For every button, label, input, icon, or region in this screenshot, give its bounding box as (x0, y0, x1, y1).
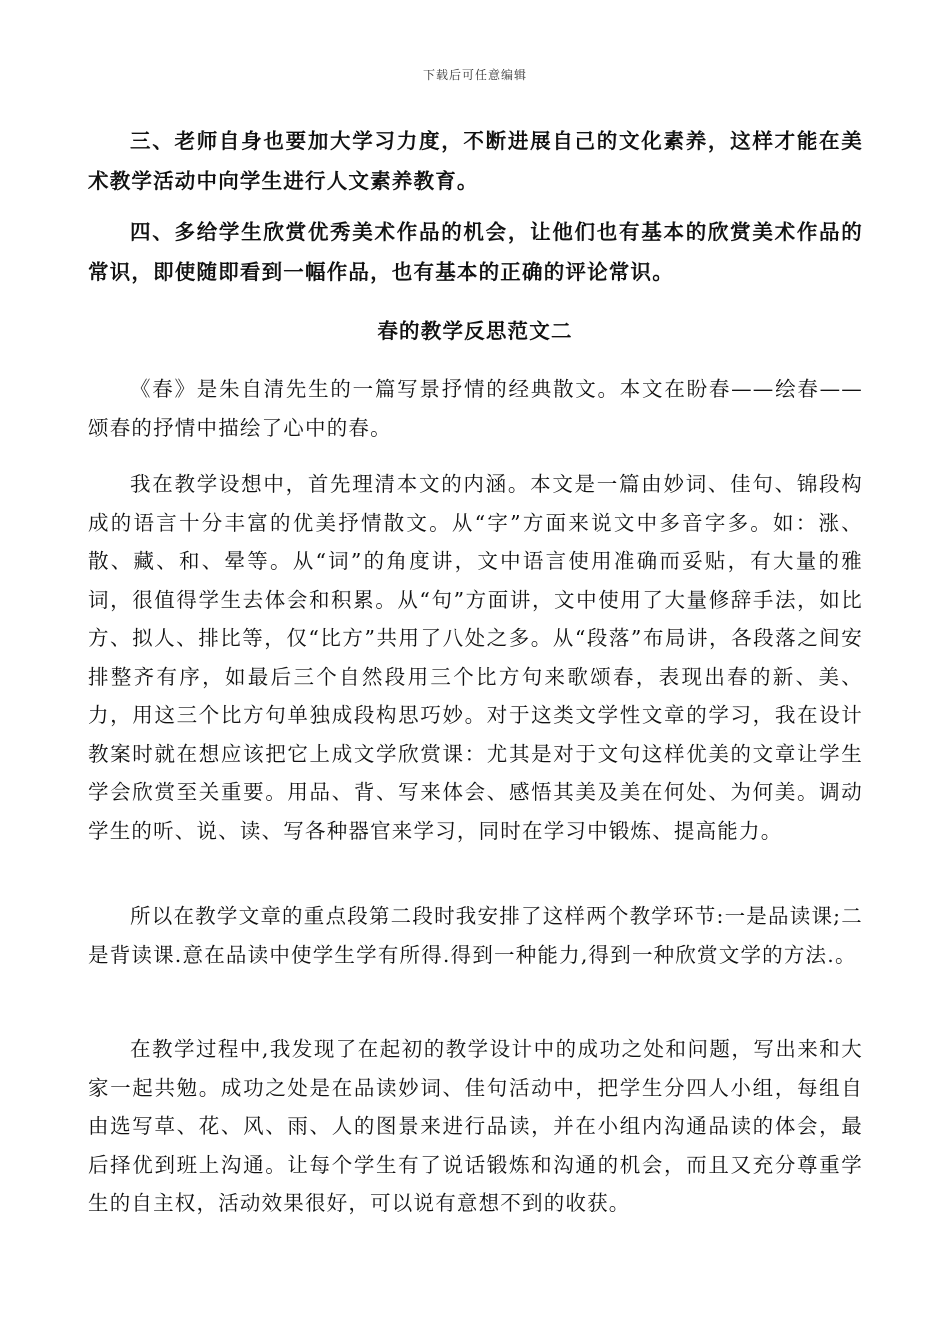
page-header: 下载后可任意编辑 (422, 68, 527, 82)
paragraph-intro: 《春》是朱自清先生的一篇写景抒情的经典散文。本文在盼春——绘春——颂春的抒情中描绘了心中的春。 (88, 377, 863, 440)
paragraph-key-section: 所以在教学文章的重点段第二段时我安排了这样两个教学环节:一是品读课;二是背读课.意在品读中使学生学有所得.得到一种能力,得到一种欣赏文学的方法.。 (88, 904, 863, 967)
paragraph-point-three: 三、老师自身也要加大学习力度，不断进展自己的文化素养，这样才能在美术教学活动中向学生进行人文素养教育。 (88, 129, 863, 193)
paragraph-point-four: 四、多给学生欣赏优秀美术作品的机会，让他们也有基本的欣赏美术作品的常识，即使随即看到一幅作品，也有基本的正确的评论常识。 (88, 220, 863, 284)
section-title: 春的教学反思范文二 (377, 319, 573, 343)
paragraph-teaching-process: 在教学过程中,我发现了在起初的教学设计中的成功之处和问题，写出来和大家一起共勉。成功之处是在品读妙词、佳句活动中，把学生分四人小组，每组自由选写草、花、风、雨、人的图景来进行品读，并在小组内沟通品读的体会，最后择优到班上沟通。让每个学生有了说话锻炼和沟通的机会，而且又充分尊重学生的自主权，活动效果很好，可以说有意想不到的收获。 (88, 1037, 863, 1215)
paragraph-teaching-design: 我在教学设想中，首先理清本文的内涵。本文是一篇由妙词、佳句、锦段构成的语言十分丰富的优美抒情散文。从“字”方面来说文中多音字多。如：涨、散、藏、和、晕等。从“词”的角度讲，文中语言使用准确而妥贴，有大量的雅词，很值得学生去体会和积累。从“句”方面讲，文中使用了大量修辞手法，如比方、拟人、排比等，仅“比方”共用了八处之多。从“段落”布局讲，各段落之间安排整齐有序，如最后三个自然段用三个比方句来歌颂春，表现出春的新、美、力，用这三个比方句单独成段构思巧妙。对于这类文学性文章的学习，我在设计教案时就在想应该把它上成文学欣赏课：尤其是对于文句这样优美的文章让学生学会欣赏至关重要。用品、背、写来体会、感悟其美及美在何处、为何美。调动学生的听、说、读、写各种器官来学习，同时在学习中锻炼、提高能力。 (88, 472, 863, 843)
